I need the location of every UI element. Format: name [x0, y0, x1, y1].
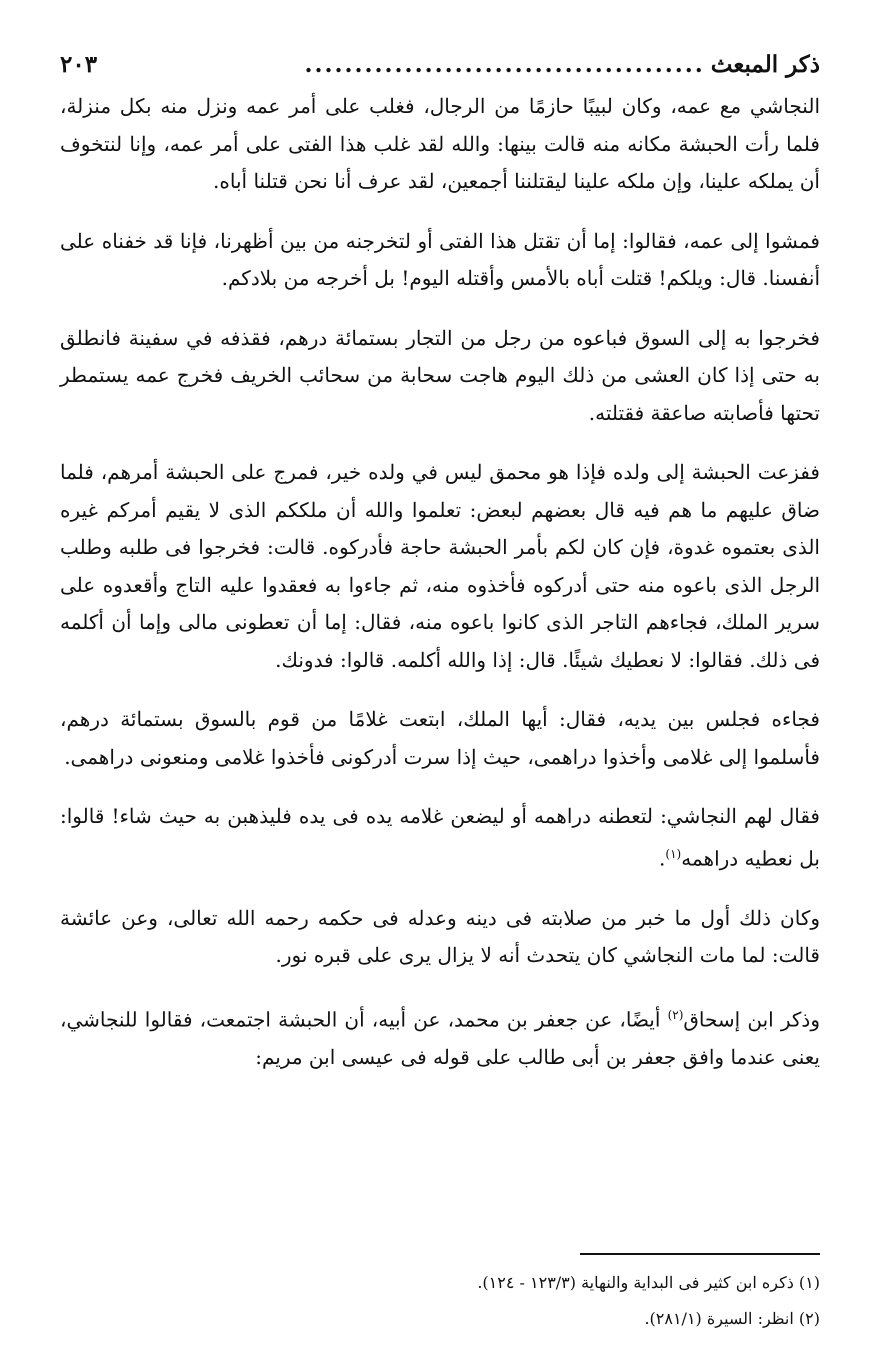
footnote-1: (١) ذكره ابن كثير فى البداية والنهاية (١٢٣/٣ - ١٢٤). [477, 1273, 820, 1292]
paragraph-6-text: فقال لهم النجاشي: لتعطنه دراهمه أو ليضعن غلامه يده فى يده فليذهبن به حيث شاء! قالوا: بل نعطيه دراهمه [60, 804, 820, 871]
footnote-2: (٢) انظر: السيرة (٢٨١/١). [644, 1309, 820, 1328]
footnote-ref-2[interactable]: (٢) [667, 1007, 684, 1022]
paragraph-5: فجاءه فجلس بين يديه، فقال: أيها الملك، ابتعت غلامًا من قوم بالسوق بستمائة درهم، فأسلموا إلى غلامى وأخذوا دراهمى، حيث إذا سرت أدركونى فأخذوا غلامى ومنعونى دراهمى. [60, 707, 820, 769]
paragraph-6 [60, 798, 820, 878]
paragraph-7: وكان ذلك أول ما خبر من صلابته فى دينه وعدله فى حكمه رحمه الله تعالى، وعن عائشة قالت: لما مات النجاشي كان يتحدث أنه لا يزال يرى على قبره نور. [60, 905, 820, 968]
paragraph-8-rest: أيضًا، عن جعفر بن محمد، عن أبيه، أن الحبشة اجتمعت، فقالوا للنجاشي، يعنى عندما وافق جعفر بن أبى طالب على قوله فى عيسى ابن مريم: [60, 1007, 820, 1069]
footnote-ref-1[interactable]: (١) [665, 846, 682, 861]
paragraph-2: فمشوا إلى عمه، فقالوا: إما أن تقتل هذا الفتى أو لتخرجنه من بين أظهرنا، فإنا قد خفناه على أنفسنا. قال: ويلكم! قتلت أباه بالأمس وأقتله اليوم! بل أخرجه من بلادكم. [60, 228, 820, 290]
footnote-separator [580, 1253, 820, 1255]
paragraph-8 [60, 997, 820, 1077]
page-header [60, 48, 820, 88]
paragraph-3: فخرجوا به إلى السوق فباعوه من رجل من التجار بستمائة درهم، فقذفه في سفينة فانطلق به حتى إذا كان العشى من ذلك اليوم هاجت سحابة من سحائب الخريف فخرج عمه يستمطر تحتها فأصابته صاعقة فقتلته. [60, 325, 820, 425]
header-dots: ........................................ [304, 51, 705, 78]
paragraph-1: النجاشي مع عمه، وكان لبيبًا حازمًا من الرجال، فغلب على أمر عمه ونزل منه بكل منزلة، فلما رأت الحبشة مكانه منه قالت بينها: والله لقد غلب هذا الفتى على أمر عمه، وإنا لنتخوف أن يملكه علينا، وإن ملكه علينا ليقتلننا أجمعين، لقد عرف أنا نحن قتلنا أباه. [60, 94, 820, 193]
book-page [60, 48, 820, 1348]
paragraph-6-end: . [659, 846, 666, 871]
footnotes [60, 1265, 820, 1337]
paragraph-8-start: وذكر ابن إسحاق [683, 1007, 820, 1032]
chapter-title: ذكر المبعث [710, 51, 820, 78]
paragraph-4: ففزعت الحبشة إلى ولده فإذا هو محمق ليس في ولده خير، فمرج على الحبشة أمرهم، فلما ضاق عليهم ما هم فيه قال بعضهم لبعض: تعلموا والله أن ملككم الذى لا يقيم أمركم غيره الذى بعتموه غدوة، فإن كان لكم بأمر الحبشة حاجة فأدركوه. قالت: فخرجوا فى طلبه وطلب الرجل الذى باعوه منه حتى أدركوه فأخذوه منه، ثم جاءوا به فعقدوا عليه التاج وأقعدوه على سرير الملك، فجاءهم التاجر الذى كانوا باعوه منه، فقال: إما أن تعطونى مالى وإما أن أكلمه فى ذلك. فقالوا: لا نعطيك شيئًا. قال: إذا والله أكلمه. قالوا: فدونك. [60, 460, 820, 672]
page-number: ٢٠٣ [60, 51, 98, 78]
